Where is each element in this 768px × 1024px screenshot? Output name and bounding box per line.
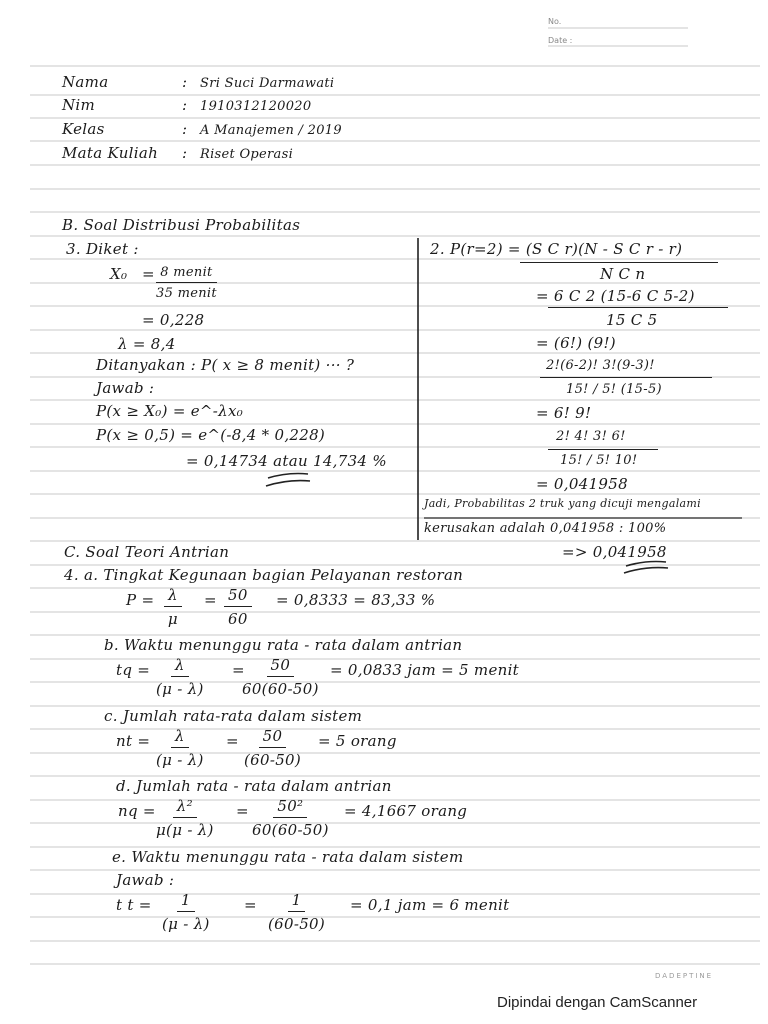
q3-formula: P(x ≥ X₀) = e^-λx₀ [96, 402, 244, 420]
q2-factorial-num: = (6!) (9!) [536, 334, 616, 352]
denominator: μ(μ - λ) [156, 821, 214, 839]
colon: : [182, 144, 188, 162]
q4c-lhs: nt = [116, 732, 151, 750]
q2-conclusion-value: kerusakan adalah 0,041958 : 100% [424, 521, 667, 536]
q3-diket: 3. Diket : [66, 240, 139, 258]
numerator: λ² [173, 797, 197, 818]
q4e-jawab: Jawab : [116, 871, 175, 889]
q2-factorial-den: 15! / 5! (15-5) [566, 382, 662, 397]
section-b-title: B. Soal Distribusi Probabilitas [62, 216, 301, 234]
nim-label: Nim [62, 96, 96, 114]
numerator: 1 [288, 891, 306, 912]
q4b-fraction-numeric [242, 656, 319, 698]
q3-result: = 0,14734 atau 14,734 % [186, 452, 387, 470]
q2-substitution: = 6 C 2 (15-6 C 5-2) [536, 287, 695, 305]
denominator: (μ - λ) [162, 915, 210, 933]
kelas-value: A Manajemen / 2019 [200, 123, 342, 138]
q4e-result: = 0,1 jam = 6 menit [350, 896, 510, 914]
q4a-lhs: P = [126, 591, 155, 609]
q4c-result: = 5 orang [318, 732, 397, 750]
q3-x0-result: = 0,228 [142, 311, 205, 329]
q4d-heading: d. Jumlah rata - rata dalam antrian [116, 777, 392, 795]
equals-sign: = [226, 732, 239, 750]
q2-final: => 0,041958 [562, 543, 667, 561]
numerator: λ [171, 656, 189, 677]
q2-factorial-sub: 2!(6-2)! 3!(9-3)! [546, 358, 655, 373]
q2-conclusion: Jadi, Probabilitas 2 truk yang dicuji mengalami [424, 497, 701, 510]
q4c-fraction-symbolic [156, 727, 204, 769]
denominator: (μ - λ) [156, 751, 204, 769]
kelas-label: Kelas [62, 120, 105, 138]
q2-substitution-den: 15 C 5 [606, 311, 658, 329]
q3-x0-denominator: 35 menit [156, 286, 217, 301]
fraction-bar [520, 262, 718, 263]
denominator: μ [167, 610, 178, 628]
q2-simplified-den: 15! / 5! 10! [560, 453, 638, 468]
numerator: λ [164, 586, 182, 607]
q4d-fraction-symbolic [156, 797, 214, 839]
colon: : [182, 96, 188, 114]
q4b-lhs: tq = [116, 661, 151, 679]
section-c-title: C. Soal Teori Antrian [64, 543, 230, 561]
q3-jawab: Jawab : [96, 379, 155, 397]
q2-simplified-sub: 2! 4! 3! 6! [556, 429, 626, 444]
numerator: λ [171, 727, 189, 748]
numerator: 50² [273, 797, 307, 818]
q4b-fraction-symbolic [156, 656, 204, 698]
q3-lambda: λ = 8,4 [118, 335, 176, 353]
q3-x0-lhs: X₀ [110, 265, 128, 283]
numerator: 50 [259, 727, 287, 748]
nim-value: 1910312120020 [200, 99, 312, 114]
denominator: 60(60-50) [252, 821, 329, 839]
equals-sign: = [142, 265, 155, 283]
q4c-heading: c. Jumlah rata-rata dalam sistem [104, 707, 363, 725]
denominator: (60-50) [268, 915, 326, 933]
mata-kuliah-value: Riset Operasi [200, 147, 294, 162]
q2-result: = 0,041958 [536, 475, 628, 493]
q3-x0-fraction [156, 265, 217, 301]
q4c-fraction-numeric [244, 727, 301, 769]
q4d-result: = 4,1667 orang [344, 802, 468, 820]
q4a-result: = 0,8333 = 83,33 % [276, 591, 436, 609]
q4d-fraction-numeric [252, 797, 329, 839]
numerator: 50 [267, 656, 295, 677]
q4e-heading: e. Waktu menunggu rata - rata dalam sistem [112, 848, 464, 866]
scanner-watermark: Dipindai dengan CamScanner [497, 994, 698, 1011]
numerator: 1 [177, 891, 195, 912]
equals-sign: = [204, 591, 217, 609]
fraction-bar [548, 449, 658, 450]
q4a-fraction-symbolic [164, 586, 182, 628]
q3-ditanyakan: Ditanyakan : P( x ≥ 8 menit) ··· ? [96, 356, 355, 374]
q4a-heading: 4. a. Tingkat Kegunaan bagian Pelayanan restoran [64, 566, 464, 584]
q4e-fraction-symbolic [162, 891, 210, 933]
colon: : [182, 120, 188, 138]
q2-denominator: N C n [600, 265, 646, 283]
q3-substitution: P(x ≥ 0,5) = e^(-8,4 * 0,228) [96, 426, 326, 444]
denominator: (μ - λ) [156, 680, 204, 698]
mata-kuliah-label: Mata Kuliah [62, 144, 159, 162]
numerator: 50 [224, 586, 252, 607]
nama-value: Sri Suci Darmawati [200, 76, 335, 91]
date-label: Date : [548, 36, 573, 45]
equals-sign: = [232, 661, 245, 679]
no-label: No. [548, 17, 562, 26]
q4b-result: = 0,0833 jam = 5 menit [330, 661, 520, 679]
nama-label: Nama [62, 73, 109, 91]
denominator: 60(60-50) [242, 680, 319, 698]
fraction-bar [540, 377, 712, 378]
q4b-heading: b. Waktu menunggu rata - rata dalam antrian [104, 636, 463, 654]
q3-x0-numerator: 8 menit [156, 265, 216, 283]
q4d-lhs: nq = [118, 802, 156, 820]
q4e-lhs: t t = [116, 896, 152, 914]
q2-simplified-num: = 6! 9! [536, 404, 592, 422]
paper-brand-logo: DADEPTINE [655, 972, 714, 980]
denominator: (60-50) [244, 751, 302, 769]
equals-sign: = [236, 802, 249, 820]
q4a-fraction-numeric [224, 586, 252, 628]
colon: : [182, 73, 188, 91]
fraction-bar [548, 307, 728, 308]
denominator: 60 [228, 610, 248, 628]
q4e-fraction-numeric [268, 891, 325, 933]
equals-sign: = [244, 896, 257, 914]
q2-formula: 2. P(r=2) = (S C r)(N - S C r - r) [430, 240, 683, 258]
